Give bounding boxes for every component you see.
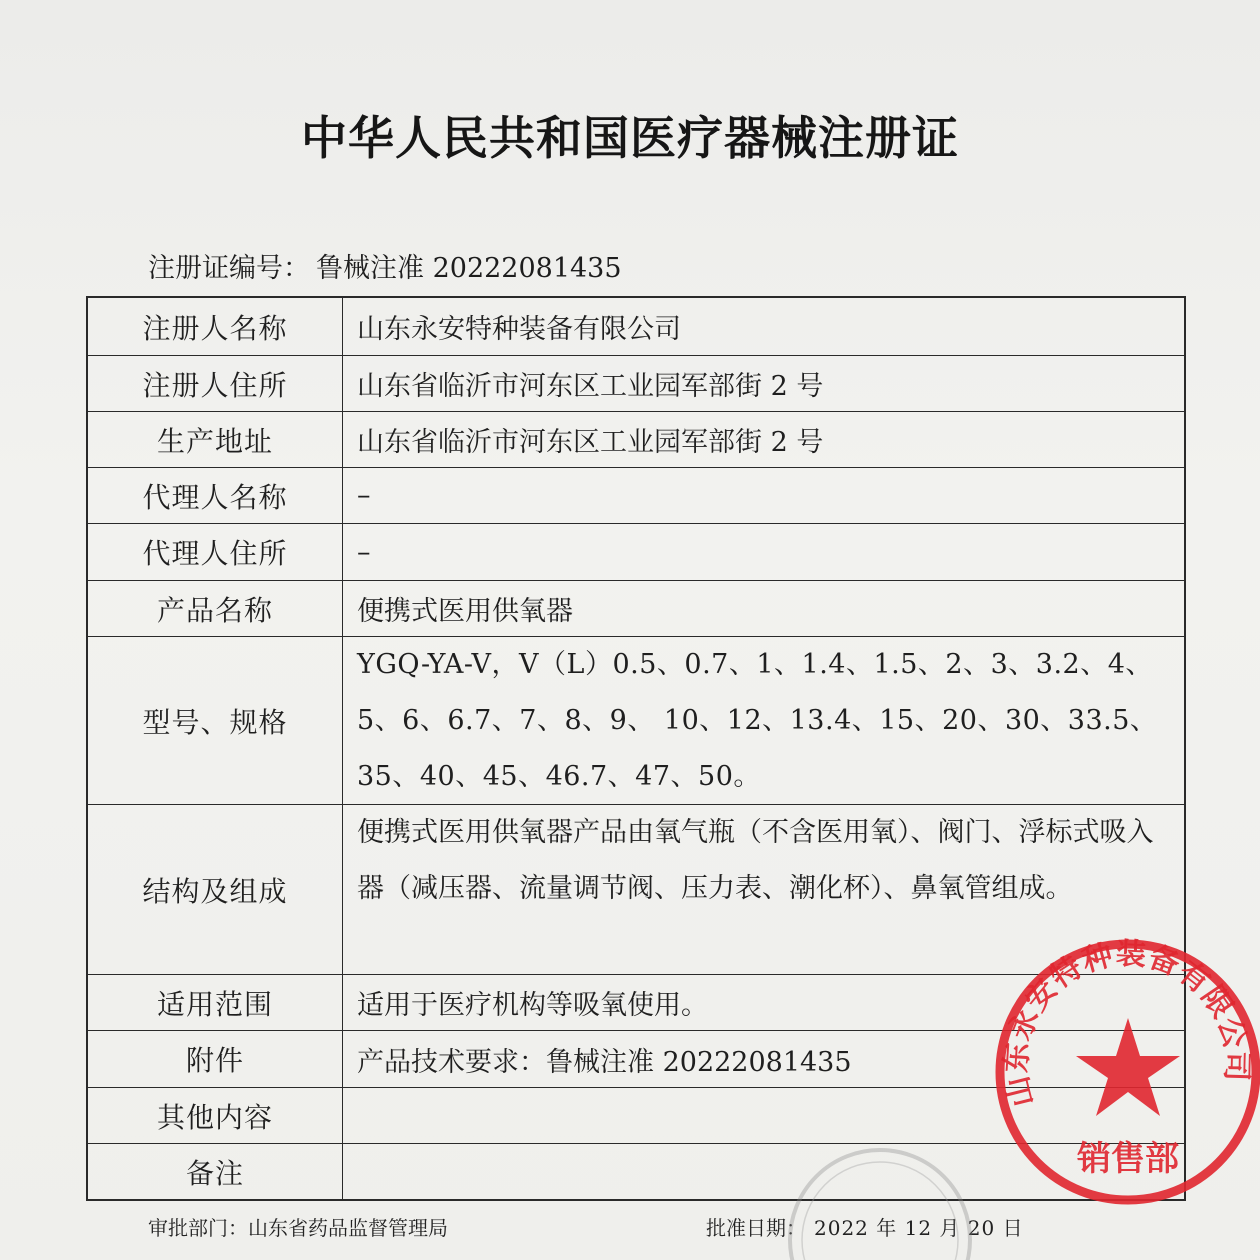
row-value-text: 便携式医用供氧器	[357, 596, 573, 627]
official-seal-faint	[780, 1140, 980, 1260]
table-row	[88, 298, 1184, 355]
table-row	[88, 355, 1184, 411]
row-value-text: 适用于医疗机构等吸氧使用。	[357, 990, 708, 1021]
approval-authority-label: 审批部门：	[148, 1216, 248, 1240]
approval-date-value: 2022 年 12 月 20 日	[814, 1216, 1024, 1240]
row-label: 附件	[88, 1031, 343, 1087]
row-label: 生产地址	[88, 412, 343, 467]
table-row	[88, 636, 1184, 804]
row-value-text: –	[357, 480, 371, 511]
row-value	[343, 637, 1184, 804]
seal-text: 山东永安特种装备有限公司	[998, 936, 1255, 1111]
row-label: 注册人名称	[88, 298, 343, 355]
row-label: 适用范围	[88, 975, 343, 1030]
document-title: 中华人民共和国医疗器械注册证	[301, 111, 959, 165]
row-value-text: 产品技术要求：鲁械注准 20222081435	[357, 1046, 852, 1078]
row-value	[343, 581, 1184, 636]
row-value-text: YGQ-YA-V，V（L）0.5、0.7、1、1.4、1.5、2、3、3.2、4、5、6、6.7、7、8、9、 10、12、13.4、15、20、30、33.5、35、40、45、46.7、47、50。	[357, 649, 1158, 792]
row-label: 备注	[88, 1144, 343, 1199]
row-value-text: 山东永安特种装备有限公司	[357, 314, 681, 345]
approval-authority	[148, 1212, 448, 1241]
row-label: 结构及组成	[88, 805, 343, 974]
company-seal-stamp	[988, 932, 1260, 1212]
row-label: 型号、规格	[88, 637, 343, 804]
registration-number-value: 鲁械注准 20222081435	[316, 253, 622, 284]
approval-authority-value: 山东省药品监督管理局	[248, 1216, 448, 1240]
row-label: 注册人住所	[88, 356, 343, 411]
row-value-text: 便携式医用供氧器产品由氧气瓶（不含医用氧）、阀门、浮标式吸入器（减压器、流量调节阀、压力表、潮化杯）、鼻氧管组成。	[357, 817, 1154, 904]
row-value	[343, 356, 1184, 411]
table-row	[88, 467, 1184, 523]
seal-bottom-text: 销售部	[1077, 1139, 1179, 1179]
approval-date-label: 批准日期：	[706, 1216, 806, 1240]
registration-number-label: 注册证编号：	[148, 253, 310, 284]
table-row	[88, 580, 1184, 636]
row-value-text: 山东省临沂市河东区工业园军部街 2 号	[357, 427, 824, 458]
registration-number	[148, 246, 622, 285]
row-label: 其他内容	[88, 1088, 343, 1143]
row-value	[343, 468, 1184, 523]
row-label: 代理人名称	[88, 468, 343, 523]
table-row	[88, 411, 1184, 467]
row-value	[343, 298, 1184, 355]
table-row	[88, 523, 1184, 580]
row-value-text: 山东省临沂市河东区工业园军部街 2 号	[357, 371, 824, 402]
star-icon	[1076, 1018, 1180, 1116]
row-value	[343, 412, 1184, 467]
row-label: 代理人住所	[88, 524, 343, 580]
row-label: 产品名称	[88, 581, 343, 636]
row-value	[343, 524, 1184, 580]
row-value-text: –	[357, 536, 371, 568]
